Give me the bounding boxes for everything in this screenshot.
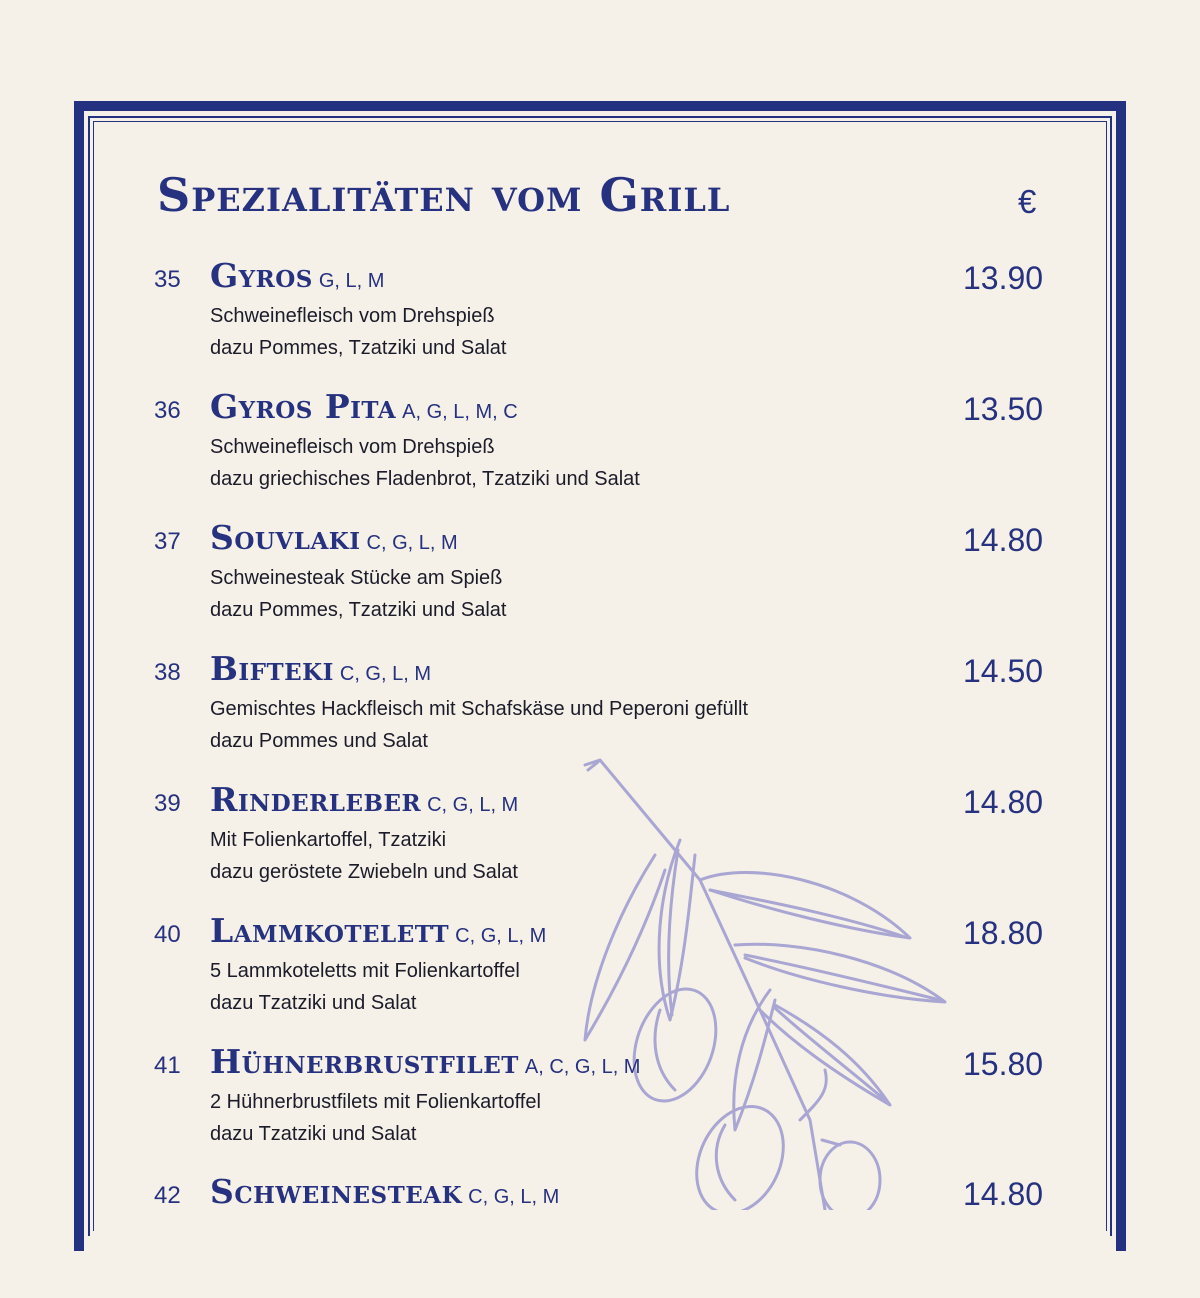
item-number: 39 (154, 790, 181, 817)
item-name (210, 1042, 640, 1081)
item-description (210, 693, 748, 757)
item-allergens: C, G, L, M (427, 794, 519, 816)
item-price: 14.50 (963, 653, 1044, 689)
item-description (210, 431, 640, 495)
item-title: Bifteki (210, 649, 334, 688)
item-description (210, 955, 520, 1019)
item-desc-line2: dazu Tzatziki und Salat (210, 992, 417, 1014)
item-desc-line1: Schweinefleisch vom Drehspieß (210, 436, 495, 458)
item-desc-line2: dazu geröstete Zwiebeln und Salat (210, 861, 518, 883)
item-number: 41 (154, 1052, 181, 1079)
menu-item (0, 911, 1200, 1037)
item-number: 36 (154, 397, 181, 424)
menu-item (0, 1172, 1200, 1298)
menu-item (0, 649, 1200, 775)
item-desc-line2: dazu Tzatziki und Salat (210, 1123, 417, 1145)
currency-label: € (1018, 183, 1037, 220)
item-name (210, 911, 546, 950)
item-allergens: A, G, L, M, C (402, 401, 518, 423)
item-desc-line1: 5 Lammkoteletts mit Folienkartoffel (210, 960, 520, 982)
item-price: 15.80 (963, 1046, 1044, 1082)
item-name (210, 256, 384, 295)
item-desc-line1: Schweinefleisch vom Drehspieß (210, 305, 495, 327)
item-number: 35 (154, 266, 181, 293)
item-name (210, 518, 458, 557)
item-allergens: C, G, L, M (455, 925, 547, 947)
item-allergens: C, G, L, M (339, 663, 431, 685)
item-name (210, 780, 518, 819)
menu-item (0, 256, 1200, 382)
item-price: 13.90 (963, 260, 1044, 296)
item-desc-line2: dazu Pommes, Tzatziki und Salat (210, 337, 507, 359)
item-title: Rinderleber (210, 780, 422, 819)
item-price: 18.80 (963, 915, 1044, 951)
item-description (210, 824, 518, 888)
item-number: 37 (154, 528, 181, 555)
item-name (210, 649, 431, 688)
menu-item (0, 387, 1200, 513)
item-price: 13.50 (963, 391, 1044, 427)
item-price: 14.80 (963, 522, 1044, 558)
item-title: Gyros Pita (210, 387, 397, 426)
item-desc-line1: Mit Folienkartoffel, Tzatziki (210, 829, 447, 851)
page-title: Spezialitäten vom Grill (157, 168, 731, 222)
item-number: 38 (154, 659, 181, 686)
item-name (210, 387, 518, 426)
item-desc-line1: Schweinesteak Stücke am Spieß (210, 567, 503, 589)
item-price: 14.80 (963, 1176, 1044, 1212)
menu-item (0, 518, 1200, 644)
item-title: Lammkotelett (210, 911, 450, 950)
item-description (210, 1086, 541, 1150)
item-allergens: C, G, L, M (366, 532, 458, 554)
item-description (210, 300, 506, 364)
menu-item (0, 780, 1200, 906)
item-name (210, 1172, 559, 1211)
menu-item (0, 1042, 1200, 1168)
item-description (210, 562, 506, 626)
item-desc-line2: dazu griechisches Fladenbrot, Tzatziki und Salat (210, 468, 640, 490)
item-title: Souvlaki (210, 518, 361, 557)
item-desc-line2: dazu Pommes und Salat (210, 730, 428, 752)
item-allergens: C, G, L, M (468, 1186, 560, 1208)
item-number: 42 (154, 1182, 181, 1209)
item-number: 40 (154, 921, 181, 948)
item-title: Schweinesteak (210, 1172, 463, 1211)
item-desc-line1: Gemischtes Hackfleisch mit Schafskäse und Peperoni gefüllt (210, 698, 749, 720)
item-allergens: A, C, G, L, M (524, 1056, 641, 1078)
item-desc-line1: 2 Hühnerbrustfilets mit Folienkartoffel (210, 1091, 541, 1113)
item-title: Hühnerbrustfilet (210, 1042, 519, 1081)
item-price: 14.80 (963, 784, 1044, 820)
item-title: Gyros (210, 256, 313, 295)
item-allergens: G, L, M (318, 270, 385, 292)
item-desc-line2: dazu Pommes, Tzatziki und Salat (210, 599, 507, 621)
